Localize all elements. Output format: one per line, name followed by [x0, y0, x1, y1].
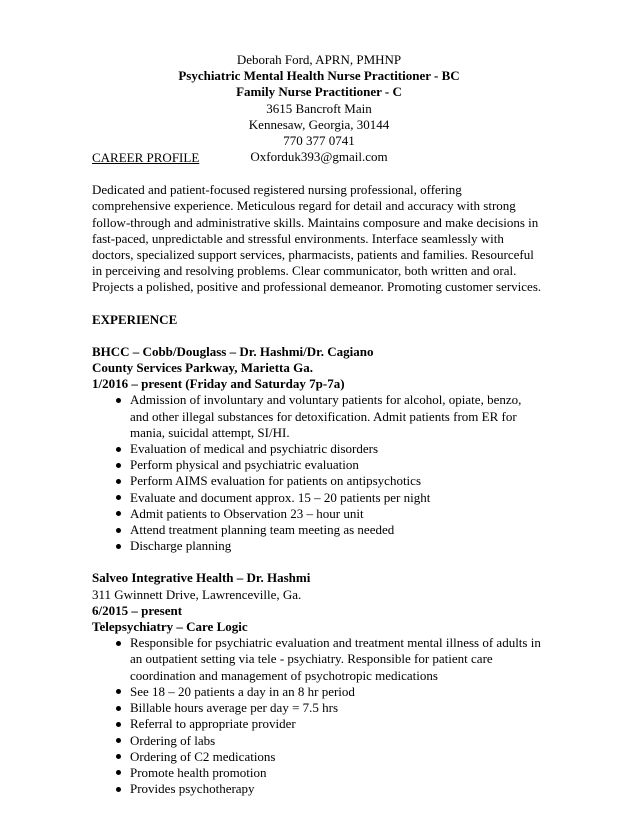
- address-line-2: Kennesaw, Georgia, 30144: [248, 116, 390, 132]
- resume-body: [92, 150, 542, 797]
- job-dates: 6/2015 – present: [92, 602, 183, 618]
- certification-1: Psychiatric Mental Health Nurse Practitioner - BC: [178, 68, 460, 84]
- job-location: 311 Gwinnett Drive, Lawrenceville, Ga.: [92, 586, 302, 602]
- list-item: Responsible for psychiatric evaluation and treatment mental illness of adults in an outpatient setting via tele - psychiatry. Responsible for patient care coordination and management of psychotropic medications: [92, 635, 542, 684]
- list-item: Perform physical and psychiatric evaluation: [92, 457, 542, 473]
- career-profile-heading: CAREER PROFILE: [92, 150, 200, 165]
- list-item: Provides psychotherapy: [92, 781, 542, 797]
- resume-header: [0, 52, 638, 165]
- phone-number: 770 377 0741: [283, 133, 355, 149]
- career-profile-text: Dedicated and patient-focused registered nursing professional, offering comprehensive experience. Meticulous regard for detail and accuracy with strong follow-through and administrative skills. Maintains composure and make decisions in fast-paced, unpredictable and stressful environments. Interface seamlessly with doctors, specialized support services, pharmacists, patients and families. Resourceful in perceiving and resolving problems. Clear communicator, both written and oral. Projects a polished, positive and professional demeanor. Promoting customer services.: [92, 182, 542, 295]
- job-role: Telepsychiatry – Care Logic: [92, 619, 248, 635]
- job-bhcc: [92, 344, 542, 555]
- list-item: Promote health promotion: [92, 765, 542, 781]
- list-item: Perform AIMS evaluation for patients on antipsychotics: [92, 473, 542, 489]
- list-item: Ordering of labs: [92, 733, 542, 749]
- job-duties-list: [92, 635, 542, 797]
- list-item: Referral to appropriate provider: [92, 716, 542, 732]
- list-item: See 18 – 20 patients a day in an 8 hr period: [92, 684, 542, 700]
- list-item: Discharge planning: [92, 538, 542, 554]
- job-salveo: [92, 570, 542, 797]
- job-employer: Salveo Integrative Health – Dr. Hashmi: [92, 570, 311, 586]
- job-duties-list: [92, 392, 542, 554]
- job-employer: BHCC – Cobb/Douglass – Dr. Hashmi/Dr. Cagiano: [92, 343, 374, 359]
- candidate-name: Deborah Ford, APRN, PMHNP: [236, 52, 402, 67]
- list-item: Billable hours average per day = 7.5 hrs: [92, 700, 542, 716]
- certification-2: Family Nurse Practitioner - C: [236, 84, 402, 100]
- list-item: Evaluate and document approx. 15 – 20 patients per night: [92, 490, 542, 506]
- email-address[interactable]: Oxforduk393@gmail.com: [250, 149, 388, 165]
- job-dates: 1/2016 – present (Friday and Saturday 7p-7a): [92, 376, 345, 392]
- list-item: Admission of involuntary and voluntary patients for alcohol, opiate, benzo, and other illegal substances for detoxification. Admit patients from ER for mania, suicidal attempt, SI/HI.: [92, 392, 542, 441]
- address-line-1: 3615 Bancroft Main: [266, 100, 372, 116]
- list-item: Evaluation of medical and psychiatric disorders: [92, 441, 542, 457]
- job-location: County Services Parkway, Marietta Ga.: [92, 360, 313, 376]
- list-item: Ordering of C2 medications: [92, 749, 542, 765]
- list-item: Admit patients to Observation 23 – hour unit: [92, 506, 542, 522]
- list-item: Attend treatment planning team meeting as needed: [92, 522, 542, 538]
- experience-heading: EXPERIENCE: [92, 311, 178, 327]
